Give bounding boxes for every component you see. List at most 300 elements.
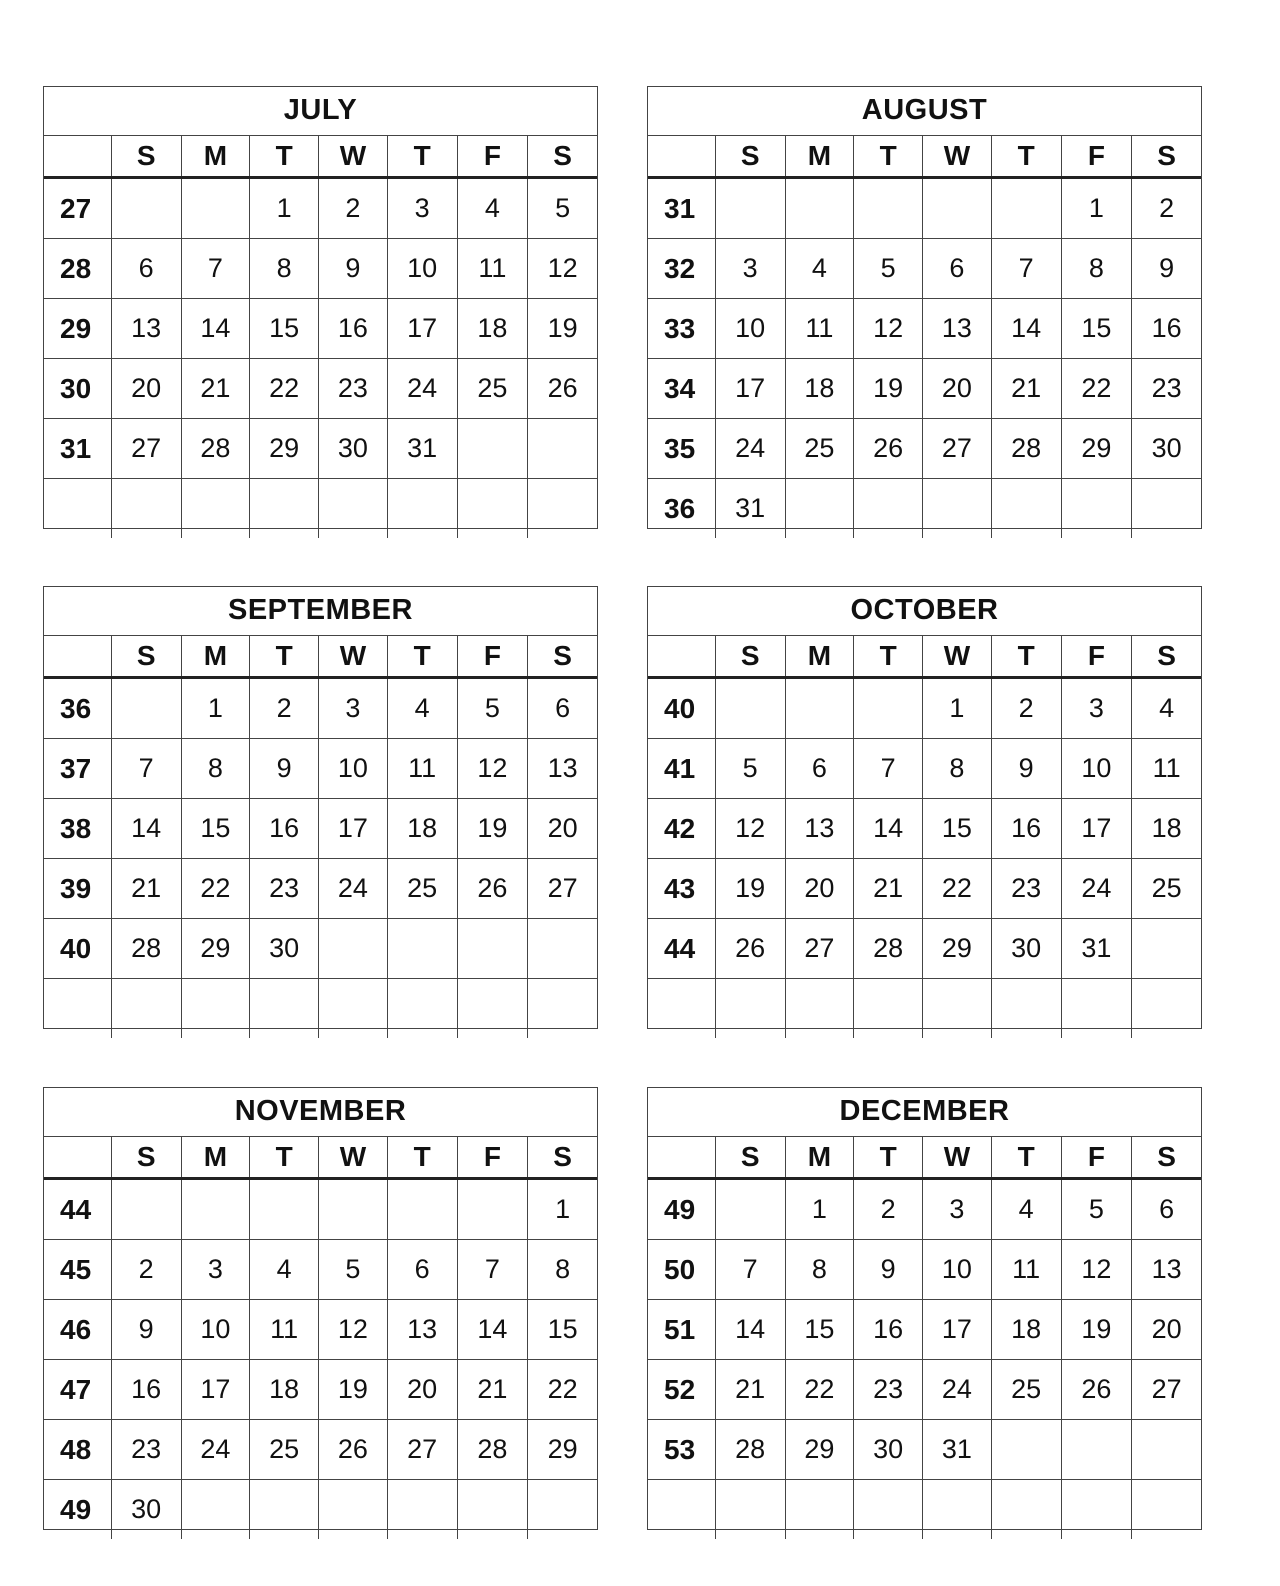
day-cell: 14 (854, 799, 923, 858)
week-row (44, 979, 597, 1038)
day-cell: 13 (388, 1300, 458, 1359)
week-number (648, 979, 716, 1038)
day-cell: 12 (458, 739, 529, 798)
week-number: 32 (648, 239, 716, 298)
week-row (44, 359, 597, 419)
day-cell: 26 (547, 373, 578, 403)
weekday-header: F (458, 636, 529, 676)
day-cell (458, 919, 529, 978)
day-cell: 6 (555, 693, 571, 723)
weekday-header: S (112, 636, 182, 676)
day-cell: 25 (250, 1420, 319, 1479)
day-cell: 5 (458, 679, 529, 738)
day-cell (388, 479, 458, 538)
week-number: 30 (44, 359, 112, 418)
day-cell (250, 1480, 319, 1539)
day-cell: 11 (786, 299, 855, 358)
day-cell (250, 479, 319, 538)
week-number (44, 979, 112, 1038)
week-row (44, 919, 597, 979)
week-number: 37 (44, 739, 112, 798)
day-cell (528, 479, 597, 538)
day-cell: 1 (786, 1180, 855, 1239)
weekday-header-row (44, 1137, 597, 1180)
day-cell: 29 (182, 919, 251, 978)
day-cell: 21 (458, 1360, 529, 1419)
month-calendar-september (43, 586, 598, 1029)
day-cell: 3 (716, 239, 786, 298)
day-cell: 17 (923, 1300, 992, 1359)
day-cell: 25 (458, 359, 529, 418)
day-cell: 19 (854, 359, 923, 418)
weekday-header: S (112, 1137, 182, 1177)
day-cell: 4 (1159, 693, 1175, 723)
day-cell: 31 (716, 479, 786, 538)
day-cell: 24 (319, 859, 388, 918)
day-cell: 18 (388, 799, 458, 858)
day-cell (528, 1480, 597, 1539)
weekday-header: T (250, 1137, 319, 1177)
day-cell: 20 (388, 1360, 458, 1419)
day-cell: 8 (250, 239, 319, 298)
week-row (648, 679, 1201, 739)
day-cell: 12 (854, 299, 923, 358)
day-cell (716, 1180, 786, 1239)
weekday-header: T (854, 1137, 923, 1177)
day-cell: 17 (182, 1360, 251, 1419)
day-cell: 27 (388, 1420, 458, 1479)
weekday-header: T (854, 636, 923, 676)
day-cell (854, 679, 923, 738)
day-cell: 26 (716, 919, 786, 978)
day-cell: 21 (182, 359, 251, 418)
week-number: 35 (648, 419, 716, 478)
day-cell: 17 (1062, 799, 1133, 858)
day-cell: 2 (1159, 193, 1175, 223)
weekday-header: S (1157, 640, 1176, 671)
day-cell (182, 1480, 251, 1539)
day-cell: 8 (923, 739, 992, 798)
day-cell: 20 (547, 813, 578, 843)
day-cell: 13 (1151, 1254, 1182, 1284)
day-cell: 16 (319, 299, 388, 358)
day-cell (112, 979, 182, 1038)
week-number: 31 (44, 419, 112, 478)
day-cell (319, 979, 388, 1038)
day-cell (786, 479, 855, 538)
day-cell: 18 (992, 1300, 1062, 1359)
month-title: SEPTEMBER (44, 587, 597, 636)
weekday-header: T (854, 136, 923, 176)
day-cell: 22 (547, 1374, 578, 1404)
day-cell: 20 (1151, 1314, 1182, 1344)
day-cell (716, 179, 786, 238)
day-cell: 2 (992, 679, 1062, 738)
day-cell: 9 (250, 739, 319, 798)
week-row (648, 739, 1201, 799)
day-cell: 7 (182, 239, 251, 298)
day-cell: 20 (786, 859, 855, 918)
day-cell: 30 (992, 919, 1062, 978)
week-row (44, 239, 597, 299)
weekday-header: S (716, 636, 786, 676)
week-number: 39 (44, 859, 112, 918)
day-cell: 30 (250, 919, 319, 978)
weekday-header: M (182, 636, 251, 676)
week-number: 42 (648, 799, 716, 858)
week-row (44, 1300, 597, 1360)
day-cell: 27 (1151, 1374, 1182, 1404)
day-cell: 8 (182, 739, 251, 798)
week-number: 33 (648, 299, 716, 358)
day-cell: 10 (923, 1240, 992, 1299)
week-number: 47 (44, 1360, 112, 1419)
day-cell: 9 (319, 239, 388, 298)
day-cell (786, 1480, 855, 1539)
week-number: 44 (648, 919, 716, 978)
day-cell: 31 (1062, 919, 1133, 978)
day-cell: 8 (555, 1254, 571, 1284)
week-row (648, 1480, 1201, 1539)
weekday-header: F (1062, 136, 1133, 176)
week-number: 45 (44, 1240, 112, 1299)
day-cell (1132, 979, 1201, 1038)
day-cell: 1 (555, 1194, 571, 1224)
day-cell: 29 (1062, 419, 1133, 478)
day-cell: 22 (786, 1360, 855, 1419)
day-cell (528, 919, 597, 978)
day-cell: 25 (786, 419, 855, 478)
day-cell (112, 679, 182, 738)
month-calendar-november (43, 1087, 598, 1530)
day-cell: 25 (1151, 873, 1182, 903)
day-cell: 7 (854, 739, 923, 798)
day-cell: 9 (112, 1300, 182, 1359)
day-cell: 24 (716, 419, 786, 478)
weekday-header: M (786, 1137, 855, 1177)
day-cell: 6 (388, 1240, 458, 1299)
day-cell: 9 (1159, 253, 1175, 283)
day-cell (854, 479, 923, 538)
week-number-header (648, 1137, 716, 1177)
weekday-header: M (786, 136, 855, 176)
day-cell (854, 979, 923, 1038)
day-cell: 4 (786, 239, 855, 298)
weekday-header-row (648, 636, 1201, 679)
day-cell: 10 (319, 739, 388, 798)
day-cell: 5 (854, 239, 923, 298)
week-row (648, 179, 1201, 239)
day-cell: 12 (716, 799, 786, 858)
day-cell: 11 (388, 739, 458, 798)
day-cell: 16 (112, 1360, 182, 1419)
day-cell: 28 (992, 419, 1062, 478)
day-cell (1132, 1420, 1201, 1479)
week-row (44, 299, 597, 359)
day-cell: 7 (112, 739, 182, 798)
day-cell: 11 (458, 239, 529, 298)
weekday-header: M (182, 136, 251, 176)
day-cell (182, 479, 251, 538)
month-calendar-july (43, 86, 598, 529)
week-number-header (648, 136, 716, 176)
day-cell: 9 (992, 739, 1062, 798)
day-cell: 23 (854, 1360, 923, 1419)
weekday-header: W (319, 1137, 388, 1177)
day-cell (250, 979, 319, 1038)
day-cell (388, 979, 458, 1038)
weekday-header: S (716, 136, 786, 176)
week-number: 41 (648, 739, 716, 798)
week-row (44, 1420, 597, 1480)
month-title: DECEMBER (648, 1088, 1201, 1137)
day-cell (923, 1480, 992, 1539)
weekday-header-row (44, 136, 597, 179)
day-cell: 27 (547, 873, 578, 903)
week-row (648, 859, 1201, 919)
week-number: 38 (44, 799, 112, 858)
day-cell: 1 (1062, 179, 1133, 238)
week-number-header (44, 1137, 112, 1177)
day-cell: 21 (112, 859, 182, 918)
week-row (648, 1300, 1201, 1360)
week-number: 46 (44, 1300, 112, 1359)
day-cell: 1 (182, 679, 251, 738)
week-number: 49 (44, 1480, 112, 1539)
day-cell: 20 (112, 359, 182, 418)
day-cell (786, 979, 855, 1038)
day-cell: 12 (547, 253, 578, 283)
week-row (648, 1180, 1201, 1240)
day-cell: 23 (1151, 373, 1182, 403)
day-cell: 22 (923, 859, 992, 918)
day-cell: 6 (1159, 1194, 1175, 1224)
day-cell (458, 979, 529, 1038)
day-cell: 24 (388, 359, 458, 418)
day-cell (992, 1480, 1062, 1539)
day-cell: 24 (923, 1360, 992, 1419)
day-cell: 2 (854, 1180, 923, 1239)
day-cell (388, 1180, 458, 1239)
day-cell (319, 479, 388, 538)
day-cell (319, 1180, 388, 1239)
day-cell: 24 (1062, 859, 1133, 918)
day-cell: 10 (388, 239, 458, 298)
day-cell (992, 979, 1062, 1038)
weekday-header: W (319, 136, 388, 176)
day-cell: 15 (1062, 299, 1133, 358)
day-cell (854, 1480, 923, 1539)
day-cell: 14 (458, 1300, 529, 1359)
weekday-header: F (458, 136, 529, 176)
day-cell: 16 (250, 799, 319, 858)
day-cell: 14 (112, 799, 182, 858)
weekday-header: T (388, 136, 458, 176)
day-cell: 4 (250, 1240, 319, 1299)
day-cell: 6 (923, 239, 992, 298)
week-row (648, 1420, 1201, 1480)
week-number: 44 (44, 1180, 112, 1239)
day-cell (1062, 1420, 1133, 1479)
weekday-header: W (923, 136, 992, 176)
day-cell: 6 (786, 739, 855, 798)
day-cell: 26 (854, 419, 923, 478)
week-number: 36 (44, 679, 112, 738)
weekday-header: F (1062, 636, 1133, 676)
day-cell (716, 1480, 786, 1539)
day-cell: 11 (250, 1300, 319, 1359)
week-number: 43 (648, 859, 716, 918)
day-cell: 13 (547, 753, 578, 783)
day-cell (528, 419, 597, 478)
weekday-header: S (553, 1141, 572, 1172)
day-cell (319, 1480, 388, 1539)
day-cell: 28 (854, 919, 923, 978)
day-cell: 5 (716, 739, 786, 798)
weekday-header-row (648, 136, 1201, 179)
day-cell: 22 (182, 859, 251, 918)
month-title: OCTOBER (648, 587, 1201, 636)
week-row (648, 299, 1201, 359)
day-cell: 1 (923, 679, 992, 738)
day-cell: 17 (716, 359, 786, 418)
day-cell: 18 (786, 359, 855, 418)
weekday-header: W (923, 1137, 992, 1177)
day-cell: 31 (388, 419, 458, 478)
day-cell (458, 479, 529, 538)
day-cell: 19 (716, 859, 786, 918)
day-cell: 29 (786, 1420, 855, 1479)
day-cell (1062, 479, 1133, 538)
day-cell: 27 (786, 919, 855, 978)
weekday-header: S (553, 140, 572, 171)
day-cell (992, 179, 1062, 238)
day-cell (319, 919, 388, 978)
week-row (44, 179, 597, 239)
day-cell (182, 979, 251, 1038)
week-number: 29 (44, 299, 112, 358)
day-cell: 3 (1062, 679, 1133, 738)
weekday-header: T (388, 636, 458, 676)
day-cell: 26 (1062, 1360, 1133, 1419)
week-row (44, 679, 597, 739)
month-calendar-august (647, 86, 1202, 529)
day-cell: 4 (992, 1180, 1062, 1239)
day-cell: 2 (319, 179, 388, 238)
week-number: 40 (44, 919, 112, 978)
day-cell (786, 679, 855, 738)
week-number: 52 (648, 1360, 716, 1419)
day-cell: 28 (112, 919, 182, 978)
day-cell: 12 (319, 1300, 388, 1359)
day-cell (992, 1420, 1062, 1479)
day-cell (112, 1180, 182, 1239)
week-row (648, 419, 1201, 479)
day-cell (1132, 1480, 1201, 1539)
day-cell: 30 (854, 1420, 923, 1479)
day-cell (458, 419, 529, 478)
week-number: 49 (648, 1180, 716, 1239)
day-cell: 21 (716, 1360, 786, 1419)
day-cell: 15 (182, 799, 251, 858)
day-cell: 5 (555, 193, 571, 223)
day-cell: 23 (319, 359, 388, 418)
weekday-header: T (250, 136, 319, 176)
day-cell: 13 (786, 799, 855, 858)
week-row (44, 739, 597, 799)
day-cell (854, 179, 923, 238)
day-cell: 30 (112, 1480, 182, 1539)
weekday-header-row (648, 1137, 1201, 1180)
weekday-header: S (1157, 1141, 1176, 1172)
day-cell: 15 (786, 1300, 855, 1359)
day-cell: 15 (547, 1314, 578, 1344)
day-cell (1132, 919, 1201, 978)
day-cell: 1 (250, 179, 319, 238)
day-cell: 28 (458, 1420, 529, 1479)
week-number: 40 (648, 679, 716, 738)
weekday-header: S (112, 136, 182, 176)
day-cell: 10 (716, 299, 786, 358)
day-cell: 25 (992, 1360, 1062, 1419)
month-title: AUGUST (648, 87, 1201, 136)
day-cell: 26 (458, 859, 529, 918)
day-cell (250, 1180, 319, 1239)
day-cell (786, 179, 855, 238)
day-cell: 30 (1151, 433, 1182, 463)
weekday-header: W (923, 636, 992, 676)
week-row (648, 479, 1201, 538)
day-cell (388, 1480, 458, 1539)
day-cell (458, 1180, 529, 1239)
week-row (44, 1240, 597, 1300)
weekday-header: S (716, 1137, 786, 1177)
day-cell (1132, 479, 1201, 538)
day-cell: 14 (716, 1300, 786, 1359)
week-number-header (44, 636, 112, 676)
week-number: 34 (648, 359, 716, 418)
week-row (648, 1360, 1201, 1420)
week-number: 31 (648, 179, 716, 238)
day-cell: 3 (923, 1180, 992, 1239)
week-row (44, 1360, 597, 1420)
week-row (648, 359, 1201, 419)
day-cell: 27 (923, 419, 992, 478)
day-cell: 16 (854, 1300, 923, 1359)
day-cell: 29 (923, 919, 992, 978)
day-cell (112, 179, 182, 238)
weekday-header: T (250, 636, 319, 676)
day-cell (716, 679, 786, 738)
weekday-header: M (786, 636, 855, 676)
week-row (44, 419, 597, 479)
day-cell: 2 (250, 679, 319, 738)
weekday-header: T (388, 1137, 458, 1177)
day-cell: 12 (1062, 1240, 1133, 1299)
day-cell: 21 (992, 359, 1062, 418)
day-cell: 23 (250, 859, 319, 918)
day-cell: 20 (923, 359, 992, 418)
day-cell: 22 (250, 359, 319, 418)
day-cell: 21 (854, 859, 923, 918)
day-cell: 13 (923, 299, 992, 358)
day-cell: 8 (786, 1240, 855, 1299)
day-cell: 3 (388, 179, 458, 238)
day-cell: 29 (250, 419, 319, 478)
weekday-header: S (553, 640, 572, 671)
day-cell: 22 (1062, 359, 1133, 418)
day-cell (923, 479, 992, 538)
